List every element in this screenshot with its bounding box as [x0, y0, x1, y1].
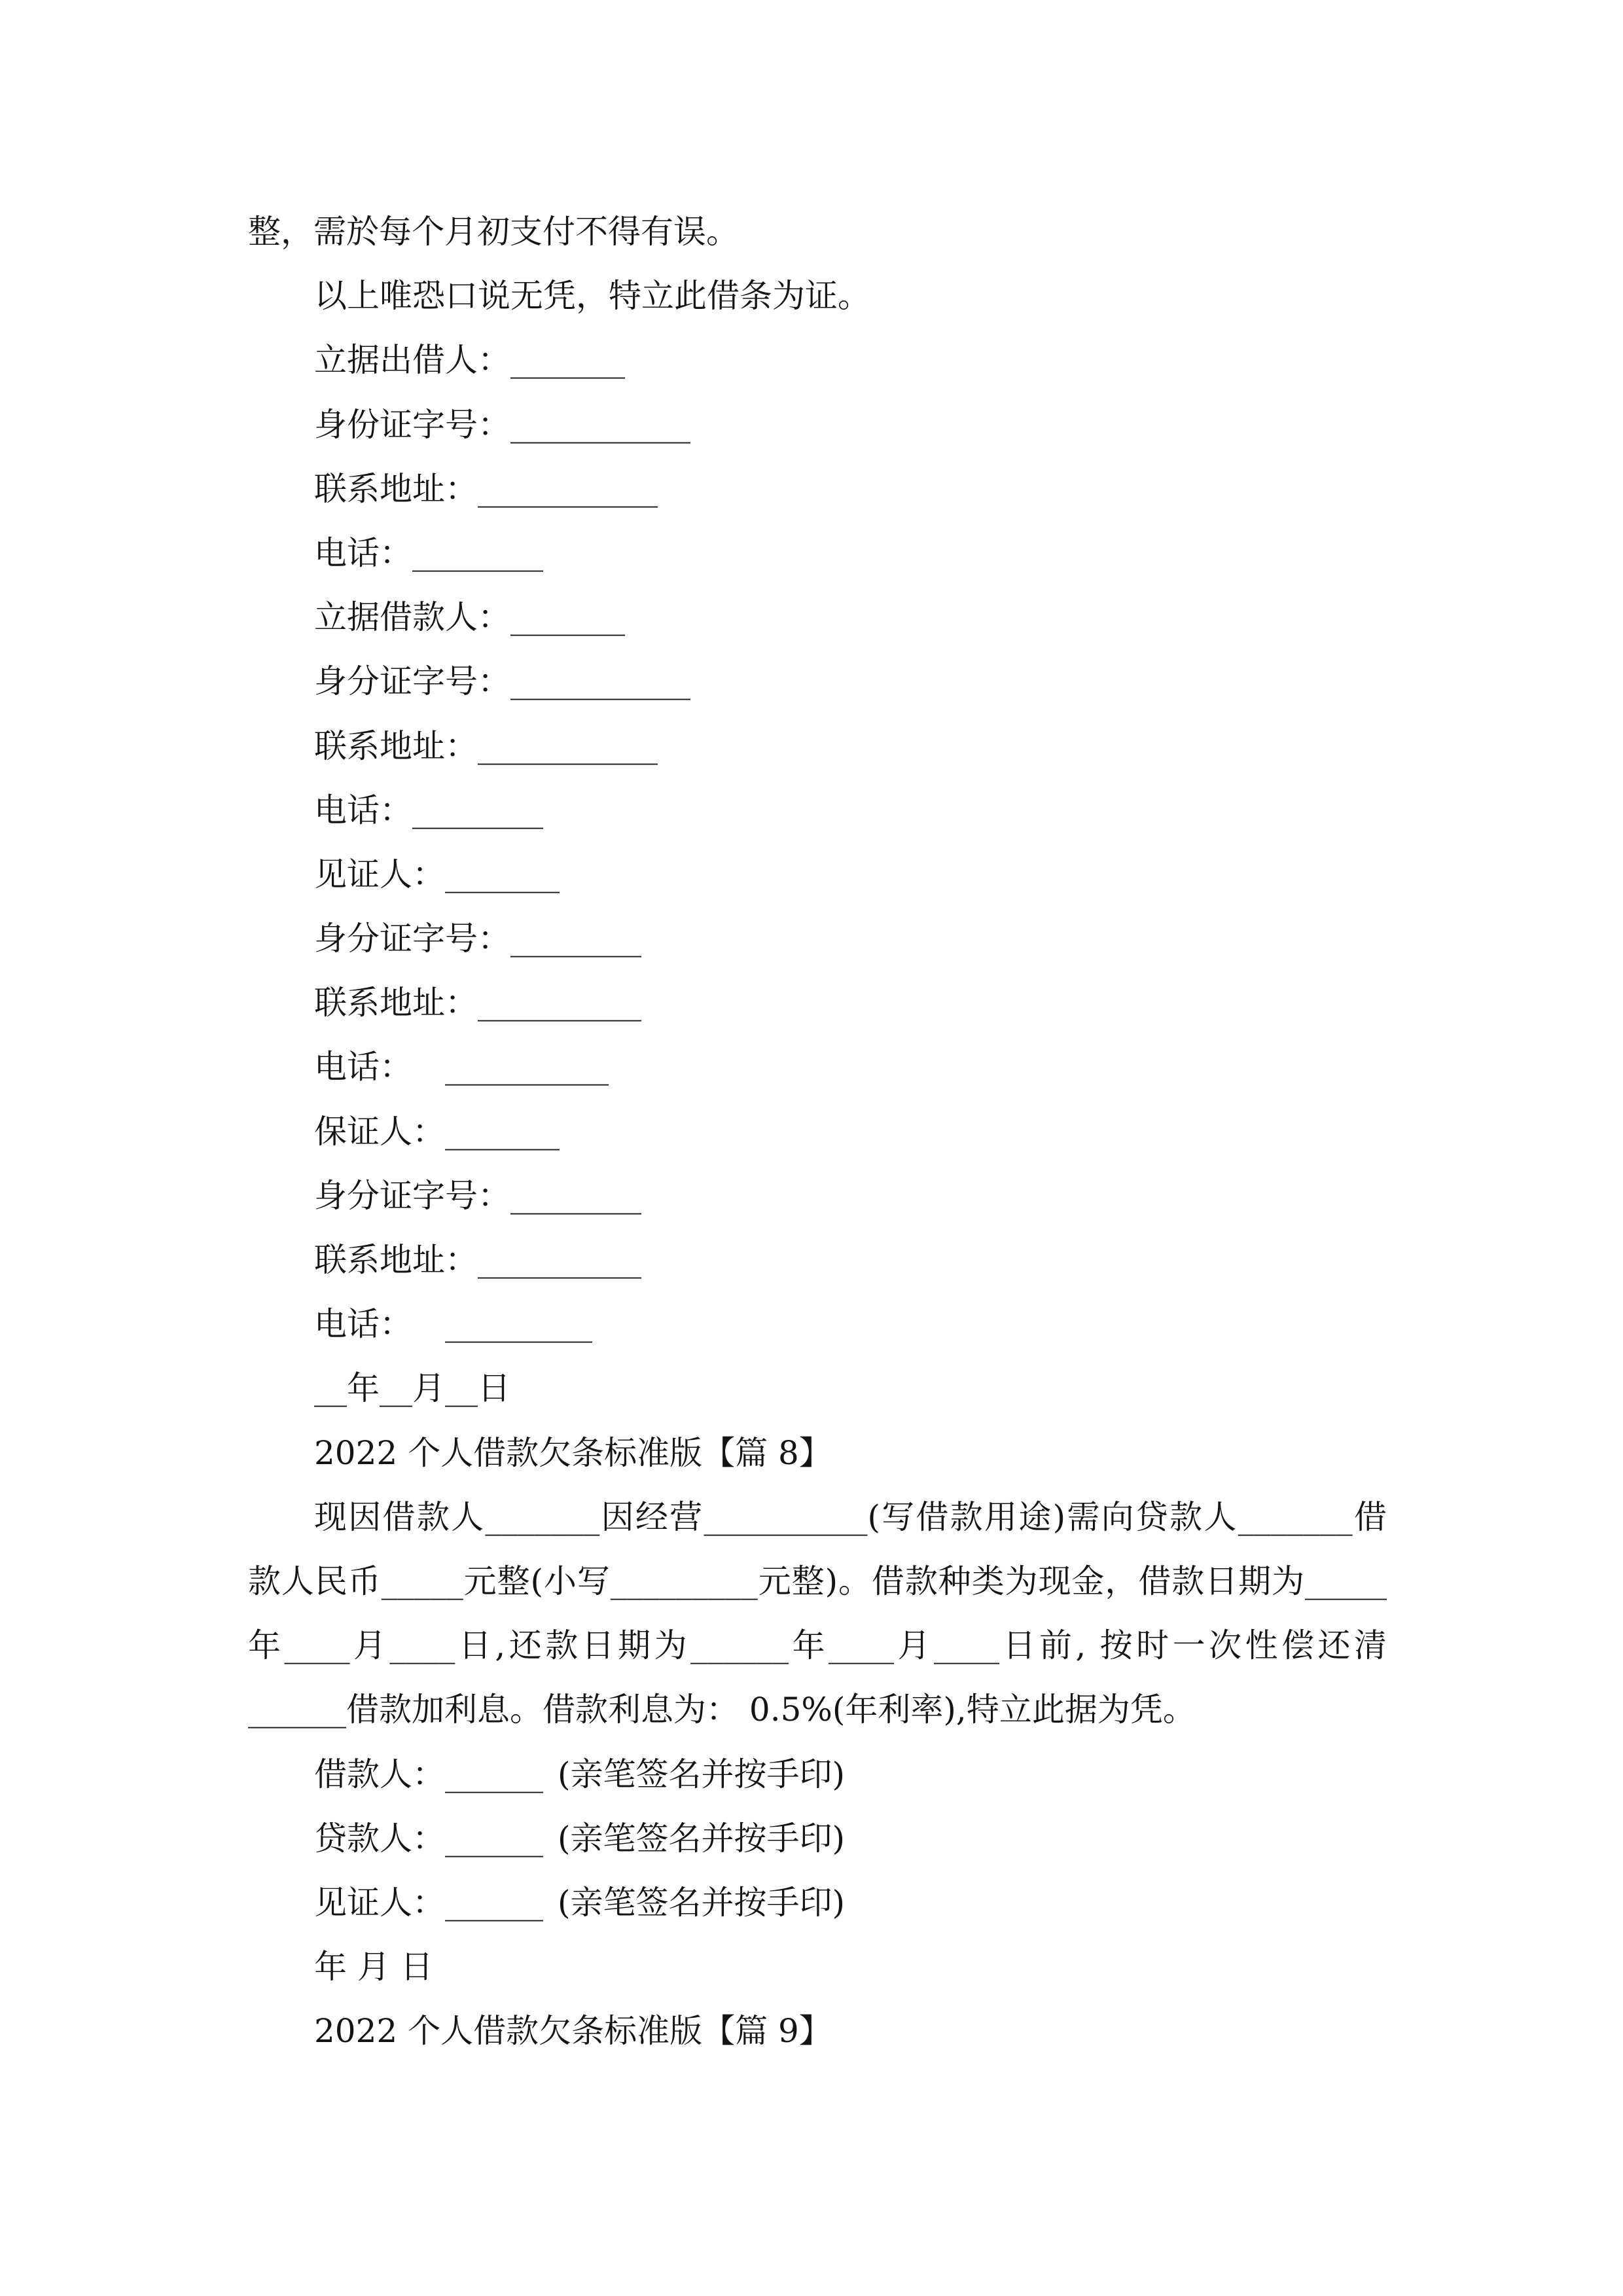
guarantor-phone-field — [248, 1292, 1387, 1356]
paragraph-line: 年____月____日,还款日期为______年____月____日前, 按时一次性偿还清 — [248, 1626, 1387, 1665]
lender-id-field — [248, 393, 1387, 457]
witness-phone-field — [248, 1035, 1387, 1099]
field-blank: ___________ — [478, 469, 658, 508]
field-label: 电话： — [314, 1048, 412, 1086]
field-label: 联系地址： — [314, 726, 478, 765]
field-blank: ___________ — [510, 662, 690, 701]
signature-note: (亲笔签名并按手印) — [558, 1819, 846, 1857]
paragraph-line: 现因借款人_______因经营__________(写借款用途)需向贷款人_______借 — [314, 1498, 1387, 1536]
field-label: 联系地址： — [314, 984, 478, 1022]
signature-label: 借款人： — [314, 1755, 445, 1793]
witness-signature-line — [248, 1871, 1387, 1935]
signature-note: (亲笔签名并按手印) — [558, 1883, 846, 1922]
field-blank: _________ — [445, 1305, 592, 1344]
section-heading: 2022 个人借款欠条标准版【篇 8】 — [314, 1433, 832, 1472]
field-label: 身分证字号： — [314, 662, 510, 701]
field-blank: __________ — [445, 1048, 609, 1086]
field-blank: ________ — [412, 533, 543, 572]
field-blank: _______ — [510, 341, 625, 380]
field-blank: ___________ — [478, 726, 658, 765]
section-heading: 2022 个人借款欠条标准版【篇 9】 — [314, 2012, 832, 2051]
field-label: 电话： — [314, 1305, 412, 1344]
field-label: 立据借款人： — [314, 598, 510, 637]
lender-signature-line — [248, 1806, 1387, 1871]
continuation-line: 整，需於每个月初支付不得有误。 — [248, 213, 739, 251]
closing-statement: 以上唯恐口说无凭，特立此借条为证。 — [314, 277, 870, 315]
signature-label: 见证人： — [314, 1883, 445, 1922]
witness-address-field — [248, 971, 1387, 1035]
guarantor-id-field — [248, 1164, 1387, 1228]
field-label: 身分证字号： — [314, 920, 510, 958]
lender-name-field — [248, 328, 1387, 392]
field-blank: ________ — [510, 920, 641, 958]
field-label: 身分证字号： — [314, 1176, 510, 1215]
field-label: 电话： — [314, 791, 412, 829]
borrower-phone-field — [248, 778, 1387, 842]
signature-blank: ______ — [445, 1883, 543, 1922]
field-label: 立据出借人： — [314, 341, 510, 380]
field-label: 联系地址： — [314, 1241, 478, 1279]
lender-phone-field — [248, 521, 1387, 585]
field-blank: __________ — [478, 1241, 641, 1279]
lender-address-field — [248, 457, 1387, 521]
field-label: 电话： — [314, 533, 412, 572]
signature-date-line: 年 月 日 — [314, 1948, 433, 1986]
field-blank: ________ — [510, 1176, 641, 1215]
borrower-id-field — [248, 649, 1387, 713]
paragraph-line: 款人民币_____元整(小写_________元整)。借款种类为现金，借款日期为_____ — [248, 1562, 1387, 1600]
field-blank: _______ — [445, 855, 560, 893]
paragraph-line: ______借款加利息。借款利息为： 0.5%(年利率),特立此据为凭。 — [248, 1691, 1196, 1729]
guarantor-address-field — [248, 1228, 1387, 1292]
document-body — [248, 200, 1387, 2063]
borrower-address-field — [248, 714, 1387, 778]
field-label: 保证人： — [314, 1112, 445, 1151]
field-blank: __________ — [478, 984, 641, 1022]
guarantor-name-field — [248, 1100, 1387, 1164]
field-label: 见证人： — [314, 855, 445, 893]
signature-blank: ______ — [445, 1755, 543, 1793]
date-line: __年__月__日 — [314, 1369, 510, 1408]
field-blank: _______ — [510, 598, 625, 637]
field-blank: _______ — [445, 1112, 560, 1151]
signature-note: (亲笔签名并按手印) — [558, 1755, 846, 1793]
field-blank: ___________ — [510, 405, 690, 444]
witness-name-field — [248, 842, 1387, 906]
field-blank: ________ — [412, 791, 543, 829]
signature-blank: ______ — [445, 1819, 543, 1857]
borrower-name-field — [248, 585, 1387, 649]
signature-label: 贷款人： — [314, 1819, 445, 1857]
field-label: 身份证字号： — [314, 405, 510, 444]
witness-id-field — [248, 906, 1387, 971]
borrower-signature-line — [248, 1742, 1387, 1806]
field-label: 联系地址： — [314, 469, 478, 508]
